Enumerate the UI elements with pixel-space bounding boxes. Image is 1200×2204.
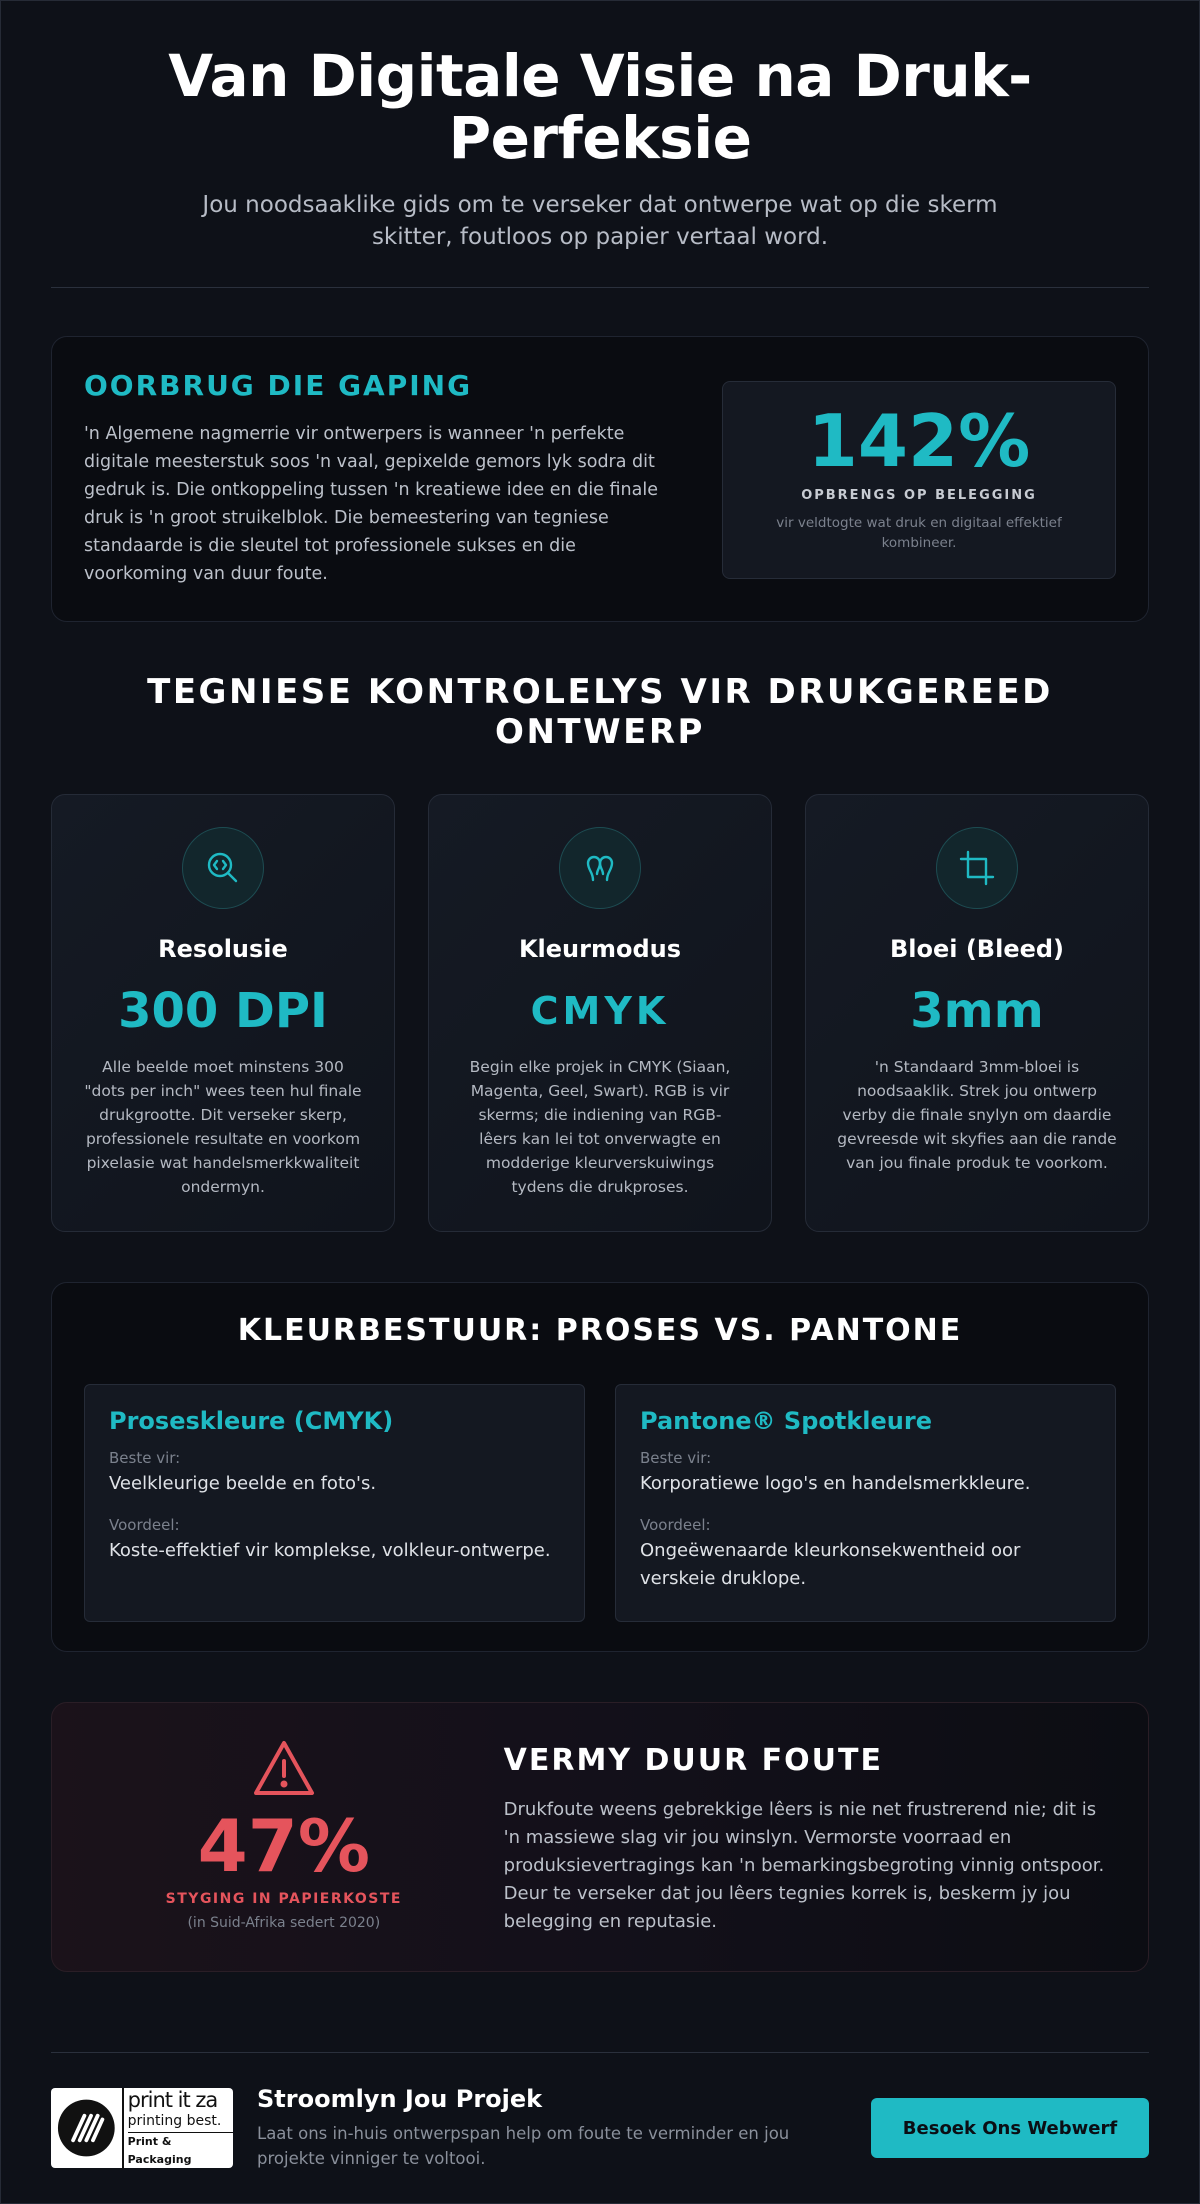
bridge-heading: OORBRUG DIE GAPING	[84, 369, 473, 402]
card-body: 'n Standaard 3mm-bloei is noodsaaklik. Strek jou ontwerp verby die finale snylyn om daardie gevreesde wit skyfies aan die rande van jou finale produk te voorkom.	[837, 1058, 1117, 1172]
card-title: Resolusie	[158, 935, 288, 963]
advantage-label: Voordeel:	[109, 1516, 180, 1534]
process-colors-box	[84, 1384, 585, 1622]
bridge-gap-section	[51, 336, 1149, 622]
footer-body: Laat ons in-huis ontwerpspan help om foute te verminder en jou projekte vinniger te voltooi.	[257, 2124, 790, 2168]
footer-divider	[51, 2052, 1149, 2053]
pantone-colors-title: Pantone® Spotkleure	[640, 1407, 932, 1435]
roi-stat-box	[722, 381, 1116, 579]
visit-website-button[interactable]: Besoek Ons Webwerf	[871, 2098, 1149, 2158]
best-for-value: Korporatiewe logo's en handelsmerkkleure.	[640, 1473, 1031, 1494]
print-it-za-logo	[51, 2088, 233, 2168]
bridge-text	[84, 369, 684, 589]
footer-text	[257, 2085, 817, 2171]
roi-stat-label: OPBRENGS OP BELEGGING	[801, 488, 1037, 503]
paper-cost-value: 47%	[197, 1804, 370, 1888]
footer-heading: Stroomlyn Jou Projek	[257, 2085, 543, 2113]
logo-brand: print it za	[127, 2087, 218, 2112]
logo-text	[122, 2088, 233, 2169]
best-for-value: Veelkleurige beelde en foto's.	[109, 1473, 377, 1494]
logo-subline: Print & Packaging	[128, 2132, 233, 2169]
page-title: Van Digitale Visie na Druk-Perfeksie	[168, 42, 1032, 172]
avoid-errors-section	[51, 1702, 1149, 1972]
card-title: Kleurmodus	[518, 935, 682, 963]
advantage-label: Voordeel:	[640, 1516, 711, 1534]
color-management-comparison	[84, 1384, 1116, 1622]
roi-stat-value: 142%	[807, 399, 1031, 483]
divider	[51, 287, 1149, 288]
checklist-card-bleed	[805, 794, 1149, 1232]
paper-cost-note: (in Suid-Afrika sedert 2020)	[187, 1915, 381, 1931]
process-colors-title: Proseskleure (CMYK)	[109, 1407, 394, 1435]
avoid-errors-heading: VERMY DUUR FOUTE	[503, 1743, 883, 1778]
color-management-section	[51, 1282, 1149, 1652]
best-for-label: Beste vir:	[640, 1449, 712, 1467]
advantage-value: Ongeëwenaarde kleurkonsekwentheid oor verskeie druklope.	[640, 1540, 1021, 1589]
color-mode-icon	[559, 827, 641, 909]
roi-stat-note: vir veldtogte wat druk en digitaal effektief kombineer.	[776, 515, 1062, 551]
color-management-title: KLEURBESTUUR: PROSES VS. PANTONE	[237, 1313, 963, 1348]
checklist-cards	[51, 794, 1149, 1232]
card-body: Begin elke projek in CMYK (Siaan, Magenta, Geel, Swart). RGB is vir skerms; die indiening van RGB-lêers kan lei tot onverwagte en modderige kleurverskuiwings tydens die drukproses.	[469, 1058, 731, 1196]
checklist-card-color-mode	[428, 794, 772, 1232]
avoid-errors-text	[504, 1739, 1108, 1971]
card-metric: CMYK	[530, 989, 670, 1033]
crop-icon	[936, 827, 1018, 909]
paper-cost-stat	[84, 1739, 484, 1971]
card-metric: 300 DPI	[118, 983, 328, 1039]
logo-tagline: printing best.	[127, 2112, 222, 2129]
footer	[51, 2085, 1149, 2171]
page-subtitle: Jou noodsaaklike gids om te verseker dat ontwerpe wat op die skerm skitter, foutloos op papier vertaal word.	[202, 192, 998, 250]
checklist-title: TEGNIESE KONTROLELYS VIR DRUKGEREED ONTWERP	[147, 672, 1053, 752]
bridge-body: 'n Algemene nagmerrie vir ontwerpers is wanneer 'n perfekte digitale meesterstuk soos 'n vaal, gepixelde gemors lyk sodra dit gedruk is. Die ontkoppeling tussen 'n kreatiewe idee en die finale druk is 'n groot struikelblok. Die bemeestering van tegniese standaarde is die sleutel tot professionele sukses en die voorkoming van duur foute.	[84, 424, 658, 584]
card-metric: 3mm	[910, 983, 1044, 1039]
card-title: Bloei (Bleed)	[889, 935, 1065, 963]
magnify-code-icon	[182, 827, 264, 909]
advantage-value: Koste-effektief vir komplekse, volkleur-ontwerpe.	[109, 1540, 551, 1561]
best-for-label: Beste vir:	[109, 1449, 181, 1467]
avoid-errors-body: Drukfoute weens gebrekkige lêers is nie net frustrerend nie; dit is 'n massiewe slag vir jou winslyn. Vermorste voorraad en produksievertragings kan 'n bemarkingsbegroting vinnig ontspoor. Deur te verseker dat jou lêers tegnies korrek is, beskerm jy jou belegging en reputasie.	[503, 1799, 1105, 1932]
paper-cost-label: STYGING IN PAPIERKOSTE	[165, 1891, 402, 1907]
pantone-colors-box	[615, 1384, 1116, 1622]
hero	[51, 1, 1149, 253]
checklist-card-resolution	[51, 794, 395, 1232]
logo-mark-icon	[57, 2097, 116, 2159]
warning-triangle-icon	[252, 1739, 316, 1801]
card-body: Alle beelde moet minstens 300 "dots per inch" wees teen hul finale drukgrootte. Dit verseker skerp, professionele resultate en voorkom pixelasie wat handelsmerkkwaliteit ondermyn.	[84, 1058, 362, 1196]
